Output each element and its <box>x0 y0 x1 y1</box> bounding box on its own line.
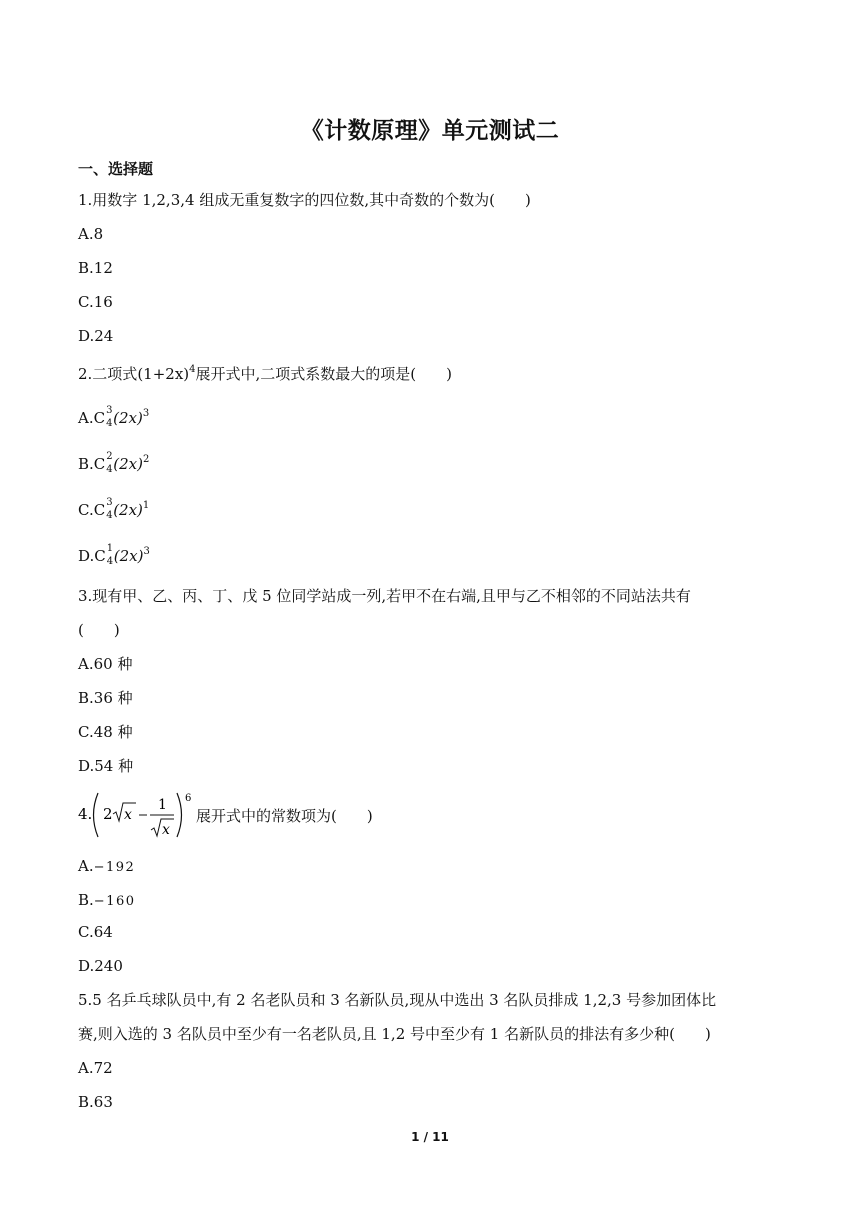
question-4-radicand-1: x <box>124 807 132 823</box>
question-3-stem-line-2: ( ) <box>78 621 120 639</box>
question-1-option-b: B.12 <box>78 259 113 277</box>
question-2-binomial: (1+2x) <box>137 365 190 383</box>
left-paren <box>94 793 99 837</box>
question-1-option-d: D.24 <box>78 327 114 345</box>
question-4-prefix: 4. <box>78 805 93 823</box>
question-4-option-c: C.64 <box>78 923 113 941</box>
question-1-stem: 1.用数字 1,2,3,4 组成无重复数字的四位数,其中奇数的个数为( ) <box>78 191 531 209</box>
question-5-stem-line-2: 赛,则入选的 3 名队员中至少有一名老队员,且 1,2 号中至少有 1 名新队员的排法有多少种( ) <box>78 1025 711 1043</box>
question-2-option-d: D.C 1 4 $(2x)^3$ <box>78 543 150 567</box>
right-paren <box>177 793 182 837</box>
question-3-option-b: B.36 种 <box>78 689 133 707</box>
section-heading: 一、选择题 <box>78 160 154 178</box>
question-1-option-a: A.8 <box>78 225 104 243</box>
page-title: 《计数原理》单元测试二 <box>300 118 560 144</box>
question-3-option-d: D.54 种 <box>78 757 134 775</box>
question-4-option-a: A.−192 <box>78 857 136 875</box>
question-4-numerator: 1 <box>158 797 167 813</box>
question-4-coefficient: 2 <box>103 805 113 823</box>
question-3-stem-line-1: 3.现有甲、乙、丙、丁、戊 5 位同学站成一列,若甲不在右端,且甲与乙不相邻的不同站法共有 <box>78 587 691 605</box>
question-4-expression <box>78 790 198 842</box>
question-5-option-b: B.63 <box>78 1093 113 1111</box>
question-4-radicand-2: x <box>162 822 170 838</box>
question-4-exponent: 6 <box>185 793 192 804</box>
question-2-suffix: 展开式中,二项式系数最大的项是( ) <box>195 365 452 383</box>
question-2-option-b: B.C 2 4 $(2x)^2$ <box>78 451 150 475</box>
question-4-option-d: D.240 <box>78 957 123 975</box>
page-indicator: 1 / 11 <box>411 1130 449 1144</box>
question-2-prefix: 2.二项式 <box>78 365 138 383</box>
question-2-stem <box>78 364 452 384</box>
question-2-exponent: 4 <box>189 364 196 375</box>
question-1-option-c: C.16 <box>78 293 113 311</box>
question-2-option-c: C.C 3 4 $(2x)^1$ <box>78 497 150 521</box>
question-2-option-a: A.C 3 4 $(2x)^3$ <box>78 405 150 429</box>
question-3-option-c: C.48 种 <box>78 723 133 741</box>
question-3-option-a: A.60 种 <box>78 655 133 673</box>
question-4-option-b: B.−160 <box>78 891 136 909</box>
question-5-option-a: A.72 <box>78 1059 113 1077</box>
question-4-suffix: 展开式中的常数项为( ) <box>196 807 373 825</box>
question-5-stem-line-1: 5.5 名乒乓球队员中,有 2 名老队员和 3 名新队员,现从中选出 3 名队员排成 1,2,3 号参加团体比 <box>78 991 717 1009</box>
